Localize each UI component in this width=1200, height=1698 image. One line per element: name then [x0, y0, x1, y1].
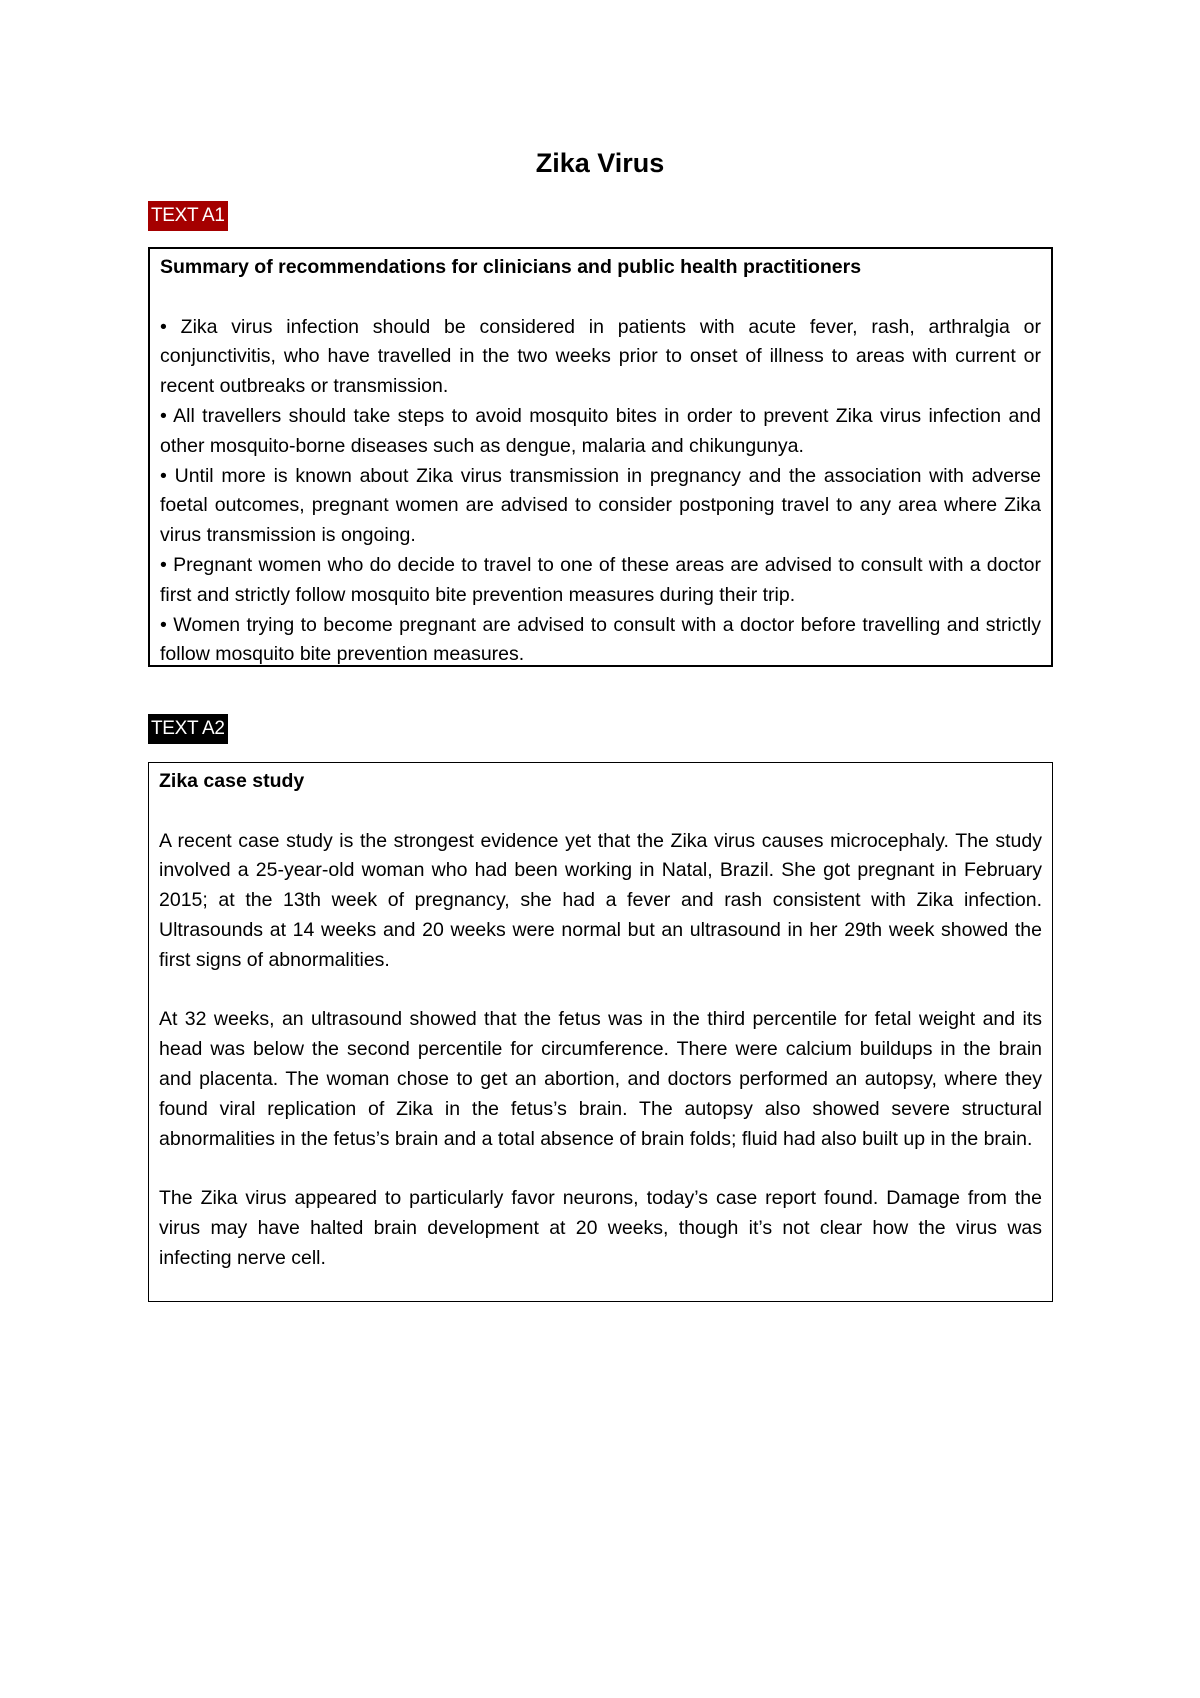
text-a1-label: TEXT A1: [148, 201, 228, 231]
bullet-icon: •: [160, 404, 167, 427]
spacer: [159, 797, 1042, 827]
text-a1-box: [148, 247, 1053, 667]
text-a2-label: TEXT A2: [148, 714, 228, 744]
text-a2-heading: Zika case study: [159, 770, 305, 792]
text-a2-box: [148, 762, 1053, 1302]
recommendation-item: [160, 313, 1041, 402]
recommendation-item: [160, 462, 1041, 551]
spacer: [160, 283, 1041, 313]
recommendation-text: Until more is known about Zika virus transmission in pregnancy and the association with adverse foetal outcomes, pregnant women are advised to consider postponing travel to any area where Zika virus transmission is ongoing.: [160, 464, 1042, 547]
bullet-icon: •: [160, 464, 167, 487]
case-study-paragraph: A recent case study is the strongest evidence yet that the Zika virus causes microcephaly. The study involved a 25-year-old woman who had been working in Natal, Brazil. She got pregnant in February 2015; at the 13th week of pregnancy, she had a fever and rash consistent with Zika infection. Ultrasounds at 14 weeks and 20 weeks were normal but an ultrasound in her 29th week showed the first signs of abnormalities.: [159, 829, 1042, 971]
recommendation-item: [160, 551, 1041, 611]
case-study-paragraph: The Zika virus appeared to particularly favor neurons, today’s case report found. Damage from the virus may have halted brain development at 20 weeks, though it’s not clear how the virus was infecting nerve cell.: [159, 1187, 1042, 1269]
case-study-paragraph: At 32 weeks, an ultrasound showed that the fetus was in the third percentile for fetal weight and its head was below the second percentile for circumference. There were calcium buildups in the brain and placenta. The woman chose to get an abortion, and doctors performed an autopsy, where they found viral replication of Zika in the fetus’s brain. The autopsy also showed severe structural abnormalities in the fetus’s brain and a total absence of brain folds; fluid had also built up in the brain.: [159, 1008, 1042, 1150]
bullet-icon: •: [160, 315, 167, 338]
recommendation-text: All travellers should take steps to avoid mosquito bites in order to prevent Zika virus infection and other mosquito-borne diseases such as dengue, malaria and chikungunya.: [160, 404, 1042, 457]
recommendation-item: [160, 402, 1041, 462]
recommendation-item: [160, 611, 1041, 671]
spacer: [159, 1154, 1042, 1184]
text-a1-heading: Summary of recommendations for clinicians and public health practitioners: [160, 256, 862, 278]
recommendation-text: Women trying to become pregnant are advised to consult with a doctor before travelling and strictly follow mosquito bite prevention measures.: [160, 613, 1042, 666]
recommendation-text: Pregnant women who do decide to travel to one of these areas are advised to consult with a doctor first and strictly follow mosquito bite prevention measures during their trip.: [160, 553, 1041, 606]
bullet-icon: •: [160, 613, 167, 636]
page-title: Zika Virus: [535, 148, 665, 178]
bullet-icon: •: [160, 553, 167, 576]
recommendation-text: Zika virus infection should be considered in patients with acute fever, rash, arthralgia or conjunctivitis, who have travelled in the two weeks prior to onset of illness to areas with current or recent outbreaks or transmission.: [160, 315, 1042, 398]
spacer: [159, 976, 1042, 1006]
